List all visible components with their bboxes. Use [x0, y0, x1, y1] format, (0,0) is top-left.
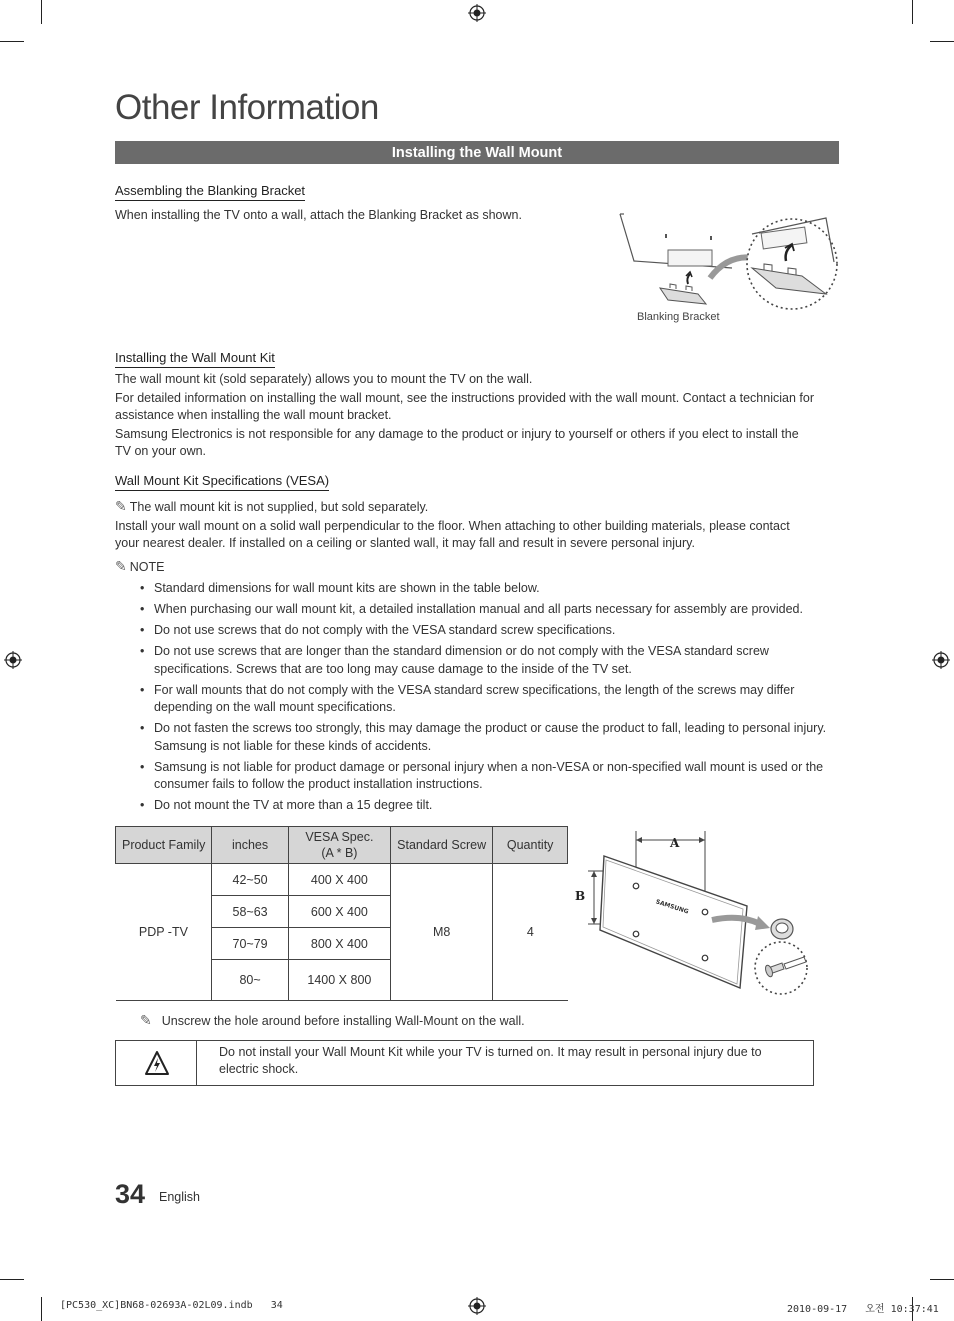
- cell-inches: 58~63: [212, 896, 289, 928]
- blanking-bracket-illustration: [612, 206, 844, 322]
- heading-wall-mount-kit: Installing the Wall Mount Kit: [115, 350, 275, 368]
- dimension-label-b: B: [575, 889, 586, 903]
- table-row: [116, 864, 568, 896]
- header-inches: inches: [212, 827, 289, 864]
- table-note: [140, 1012, 525, 1031]
- wall-mount-kit-para2-line2: assistance when installing the wall mount bracket.: [115, 408, 392, 422]
- list-item: • Standard dimensions for wall mount kits are shown in the table below.: [138, 580, 843, 598]
- crop-mark: [912, 0, 913, 24]
- pencil-note-icon: ✎: [115, 498, 127, 514]
- cell-inches: 80~: [212, 960, 289, 1001]
- note-not-supplied-text: The wall mount kit is not supplied, but sold separately.: [129, 500, 429, 514]
- list-item: • Do not mount the TV at more than a 15 degree tilt.: [138, 797, 843, 815]
- list-item: • Samsung is not liable for product damage or personal injury when a non-VESA or non-specified wall mount is used or the consumer fails to follow the product installation instructions.: [138, 759, 843, 794]
- cell-vesa: 400 X 400: [288, 864, 390, 896]
- page-number: 34: [115, 1179, 146, 1209]
- vesa-para-line2: your nearest dealer. If installed on a ceiling or slanted wall, it may fall and result in severe personal injury.: [115, 536, 695, 550]
- list-item: • Do not use screws that are longer than the standard dimension or do not comply with the VESA standard screw specifications. Screws that are too long may cause damage to the inside of the TV set.: [138, 643, 843, 678]
- table-note-text: Unscrew the hole around before installing Wall-Mount on the wall.: [161, 1014, 525, 1028]
- header-vesa-spec: [288, 827, 390, 864]
- pencil-note-icon: ✎: [140, 1012, 152, 1028]
- wall-mount-kit-para1: The wall mount kit (sold separately) allows you to mount the TV on the wall.: [115, 372, 533, 386]
- registration-mark-icon: [932, 651, 950, 669]
- vesa-para-line1: Install your wall mount on a solid wall perpendicular to the floor. When attaching to other building materials, please contact: [115, 519, 790, 533]
- crop-mark: [0, 41, 24, 42]
- tv-logo: SAMSUNG: [654, 898, 690, 916]
- header-standard-screw: Standard Screw: [390, 827, 492, 864]
- warning-box: [115, 1040, 814, 1086]
- warning-icon-cell: [116, 1041, 197, 1085]
- blanking-bracket-text: When installing the TV onto a wall, attach the Blanking Bracket as shown.: [115, 208, 522, 222]
- cell-vesa: 1400 X 800: [288, 960, 390, 1001]
- crop-mark: [41, 1297, 42, 1321]
- list-item: • When purchasing our wall mount kit, a detailed installation manual and all parts necessary for assembly are provided.: [138, 601, 843, 619]
- table-header-row: [116, 827, 568, 864]
- wall-mount-kit-para3-line1: Samsung Electronics is not responsible for any damage to the product or injury to yourself or others if you elect to install the: [115, 427, 799, 441]
- registration-mark-icon: [468, 4, 486, 22]
- footer-date: 2010-09-17 오전 10:37:41: [787, 1304, 939, 1315]
- footer-file-info: [PC530_XC]BN68-02693A-02L09.indb 34: [60, 1300, 283, 1311]
- crop-mark: [930, 1279, 954, 1280]
- warning-text-line1: Do not install your Wall Mount Kit while your TV is turned on. It may result in personal injury due to: [219, 1045, 762, 1059]
- crop-mark: [930, 41, 954, 42]
- header-vesa-spec-line2: (A * B): [321, 846, 358, 860]
- wall-mount-kit-para3-line2: TV on your own.: [115, 444, 207, 458]
- dimension-label-a: A: [670, 836, 680, 850]
- list-item: • Do not use screws that do not comply with the VESA standard screw specifications.: [138, 622, 843, 640]
- tv-back-dimension-diagram: [572, 826, 816, 998]
- header-product-family: Product Family: [116, 827, 212, 864]
- vesa-spec-table: [115, 826, 568, 1001]
- warning-text-line2: electric shock.: [219, 1062, 299, 1076]
- cell-family: PDP -TV: [116, 864, 212, 1001]
- note-label: [115, 558, 164, 577]
- pencil-note-icon: ✎: [115, 558, 127, 574]
- electric-shock-warning-icon: [144, 1050, 170, 1076]
- list-item: • For wall mounts that do not comply with the VESA standard screw specifications, the length of the screws may differ depending on the wall mount specifications.: [138, 682, 843, 717]
- cell-inches: 70~79: [212, 928, 289, 960]
- cell-screw: M8: [390, 864, 492, 1001]
- heading-blanking-bracket: Assembling the Blanking Bracket: [115, 183, 305, 201]
- crop-mark: [41, 0, 42, 24]
- header-quantity: Quantity: [493, 827, 568, 864]
- registration-mark-icon: [468, 1297, 486, 1315]
- section-banner: Installing the Wall Mount: [115, 141, 839, 164]
- cell-vesa: 600 X 400: [288, 896, 390, 928]
- note-not-supplied: [115, 498, 428, 517]
- figure-caption-blanking-bracket: Blanking Bracket: [637, 311, 720, 323]
- page-title: Other Information: [115, 88, 379, 127]
- list-item: • Do not fasten the screws too strongly, this may damage the product or cause the product to fall, leading to personal injury. Samsung is not liable for these kinds of accidents.: [138, 720, 843, 755]
- heading-vesa-specs: Wall Mount Kit Specifications (VESA): [115, 473, 329, 491]
- wall-mount-kit-para2-line1: For detailed information on installing the wall mount, see the instructions provided with the wall mount. Contact a technician for: [115, 391, 814, 405]
- cell-inches: 42~50: [212, 864, 289, 896]
- registration-mark-icon: [4, 651, 22, 669]
- crop-mark: [0, 1279, 24, 1280]
- cell-quantity: 4: [493, 864, 568, 1001]
- cell-vesa: 800 X 400: [288, 928, 390, 960]
- footer-language: English: [159, 1190, 200, 1204]
- header-vesa-spec-line1: VESA Spec.: [305, 830, 374, 844]
- note-bullet-list: [138, 580, 843, 818]
- note-label-text: NOTE: [129, 560, 165, 574]
